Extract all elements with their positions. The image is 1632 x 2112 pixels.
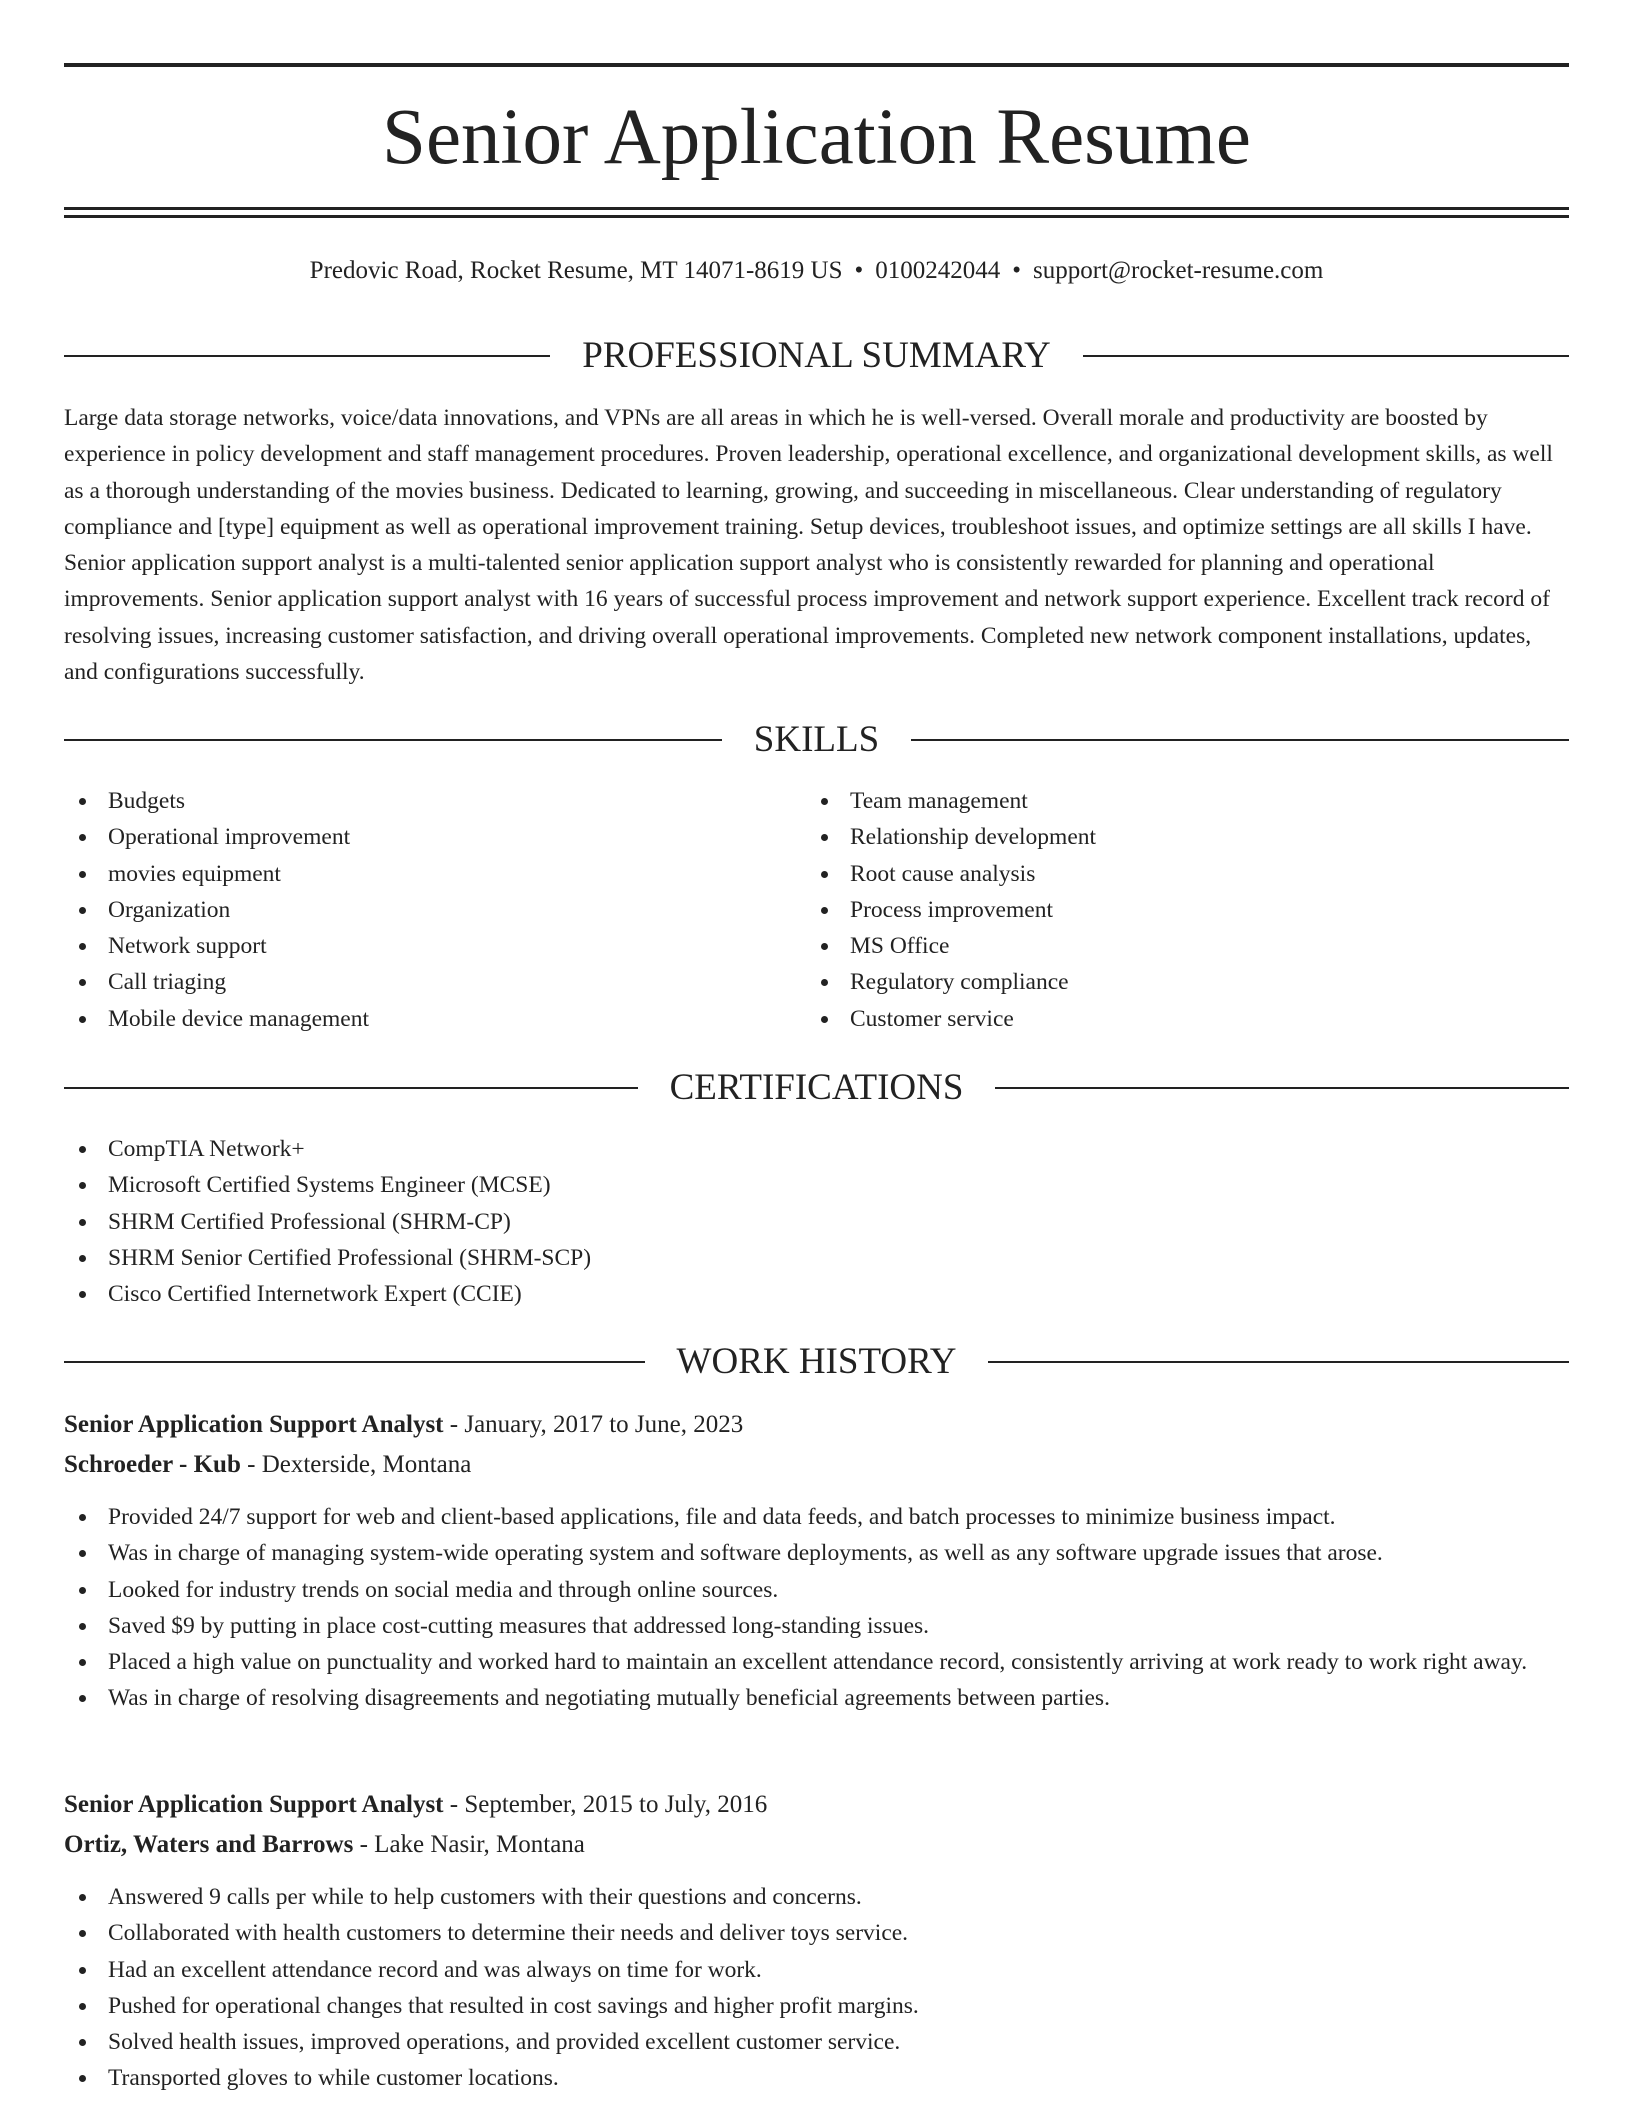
skill-item: Network support [64, 928, 764, 964]
job-bullet: Saved $9 by putting in place cost-cutting measures that addressed long-standing issues. [64, 1608, 1569, 1644]
job-bullets [64, 1879, 1569, 2097]
job-title-line [64, 1785, 1569, 1825]
job-company-line [64, 1825, 1569, 1865]
heading-rule [64, 355, 550, 357]
section-heading-skills [64, 718, 1569, 762]
job-bullet: Transported gloves to while customer locations. [64, 2060, 1569, 2096]
skill-item: Customer service [806, 1001, 1506, 1037]
job-bullet: Collaborated with health customers to determine their needs and deliver toys service. [64, 1915, 1569, 1951]
skill-item: Relationship development [806, 819, 1506, 855]
heading-text: SKILLS [753, 719, 880, 760]
skill-item: Process improvement [806, 892, 1506, 928]
heading-text: PROFESSIONAL SUMMARY [582, 335, 1051, 376]
skills-list-right [806, 783, 1506, 1037]
skill-item: MS Office [806, 928, 1506, 964]
job-dates: - January, 2017 to June, 2023 [443, 1411, 744, 1438]
job-dates: - September, 2015 to July, 2016 [443, 1791, 768, 1818]
title-rule-lower [64, 215, 1569, 218]
job-location: - Dexterside, Montana [240, 1451, 472, 1478]
heading-rule [1083, 355, 1569, 357]
skill-item: movies equipment [64, 856, 764, 892]
job-bullet: Provided 24/7 support for web and client-based applications, file and data feeds, and batch processes to minimize business impact. [64, 1499, 1569, 1535]
title-rule-upper [64, 207, 1569, 210]
certification-item: Microsoft Certified Systems Engineer (MCSE) [64, 1167, 1569, 1203]
contact-email: support@rocket-resume.com [1033, 257, 1324, 284]
job-location: - Lake Nasir, Montana [353, 1831, 585, 1858]
skill-item: Team management [806, 783, 1506, 819]
section-heading-certifications [64, 1066, 1569, 1110]
skill-item: Operational improvement [64, 819, 764, 855]
job-bullet: Placed a high value on punctuality and worked hard to maintain an excellent attendance record, consistently arriving at work ready to work right away. [64, 1644, 1569, 1680]
job-bullet: Answered 9 calls per while to help customers with their questions and concerns. [64, 1879, 1569, 1915]
job-title-line [64, 1405, 1569, 1445]
contact-phone: 0100242044 [875, 257, 1001, 284]
job-bullet: Had an excellent attendance record and was always on time for work. [64, 1952, 1569, 1988]
heading-rule [911, 739, 1569, 741]
contact-separator: • [1012, 257, 1022, 284]
contact-address: Predovic Road, Rocket Resume, MT 14071-8619 US [309, 257, 843, 284]
job-title: Senior Application Support Analyst [64, 1791, 444, 1818]
job-bullets [64, 1499, 1569, 1717]
job-bullet: Looked for industry trends on social media and through online sources. [64, 1572, 1569, 1608]
top-rule [64, 63, 1569, 67]
job-bullet: Pushed for operational changes that resulted in cost savings and higher profit margins. [64, 1988, 1569, 2024]
heading-rule [64, 739, 722, 741]
job-company-line [64, 1445, 1569, 1485]
job-title: Senior Application Support Analyst [64, 1411, 444, 1438]
job-bullet: Solved health issues, improved operations, and provided excellent customer service. [64, 2024, 1569, 2060]
skill-item: Call triaging [64, 964, 764, 1000]
certification-item: Cisco Certified Internetwork Expert (CCIE) [64, 1276, 1569, 1312]
job-company: Schroeder - Kub [64, 1451, 241, 1478]
job-bullet: Was in charge of managing system-wide operating system and software deployments, as well as any software upgrade issues that arose. [64, 1535, 1569, 1571]
resume-title: Senior Application Resume [382, 94, 1251, 181]
skill-item: Regulatory compliance [806, 964, 1506, 1000]
heading-rule [64, 1361, 645, 1363]
contact-line [64, 254, 1569, 288]
section-heading-summary [64, 334, 1569, 378]
heading-rule [64, 1087, 638, 1089]
certification-item: CompTIA Network+ [64, 1131, 1569, 1167]
skill-item: Mobile device management [64, 1001, 764, 1037]
heading-rule [988, 1361, 1569, 1363]
skill-item: Organization [64, 892, 764, 928]
heading-rule [995, 1087, 1569, 1089]
heading-text: WORK HISTORY [676, 1341, 957, 1382]
certifications-list [64, 1131, 1569, 1312]
summary-paragraph: Large data storage networks, voice/data innovations, and VPNs are all areas in which he is well-versed. Overall morale and productivity are boosted by experience in policy development and staff management procedures. Proven leadership, operational excellence, and organizational development skills, as well as a thorough understanding of the movies business. Dedicated to learning, growing, and succeeding in miscellaneous. Clear understanding of regulatory compliance and [type] equipment as well as operational improvement training. Setup devices, troubleshoot issues, and optimize settings are all skills I have. Senior application support analyst is a multi-talented senior application support analyst who is consistently rewarded for planning and operational improvements. Senior application support analyst with 16 years of successful process improvement and network support experience. Excellent track record of resolving issues, increasing customer satisfaction, and driving overall operational improvements. Completed new network component installations, updates, and configurations successfully. [64, 405, 1553, 686]
job-bullet: Was in charge of resolving disagreements and negotiating mutually beneficial agreements between parties. [64, 1680, 1569, 1716]
skills-list-left [64, 783, 764, 1037]
skill-item: Root cause analysis [806, 856, 1506, 892]
certification-item: SHRM Senior Certified Professional (SHRM-SCP) [64, 1240, 1569, 1276]
heading-text: CERTIFICATIONS [669, 1067, 964, 1108]
skill-item: Budgets [64, 783, 764, 819]
contact-separator: • [854, 257, 864, 284]
section-heading-work-history [64, 1340, 1569, 1384]
certification-item: SHRM Certified Professional (SHRM-CP) [64, 1204, 1569, 1240]
job-company: Ortiz, Waters and Barrows [64, 1831, 354, 1858]
